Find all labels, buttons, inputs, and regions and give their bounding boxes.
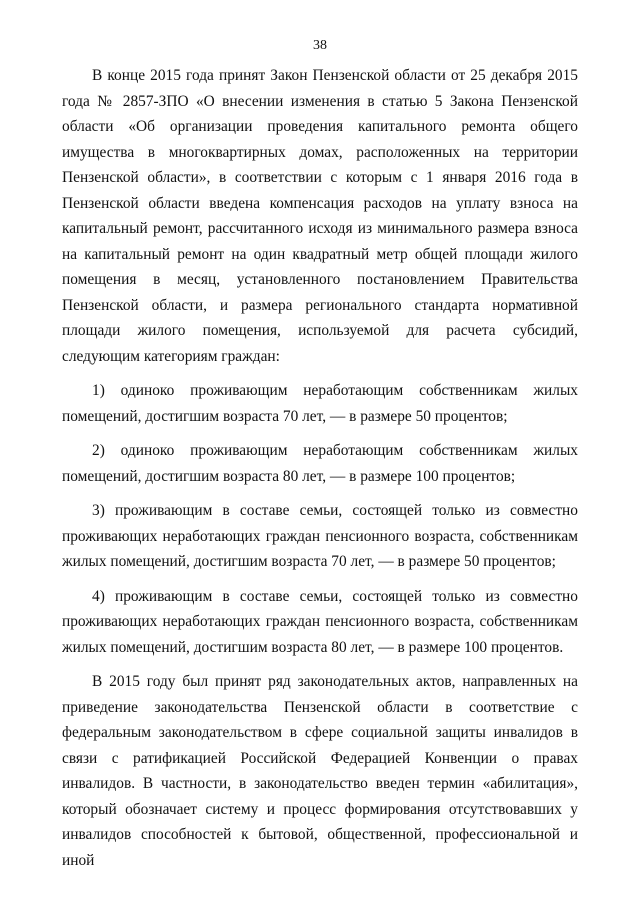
page-number: 38 [313, 38, 327, 53]
list-item-4: 4) проживающим в составе семьи, состоящей только из совместно проживающих неработающих граждан пенсионного возраста, собственникам жилых помещений, достигшим возраста 80 лет, — в размере 100 процентов. [62, 587, 578, 656]
list-item-3: 3) проживающим в составе семьи, состоящей только из совместно проживающих неработающих граждан пенсионного возраста, собственникам жилых помещений, достигшим возраста 70 лет, — в размере 50 процентов; [62, 502, 578, 570]
list-item-1: 1) одиноко проживающим неработающим собственникам жилых помещений, достигшим возраста 70 лет, — в размере 50 процентов; [62, 382, 578, 425]
list-item-2: 2) одиноко проживающим неработающим собственникам жилых помещений, достигшим возраста 80 лет, — в размере 100 процентов; [62, 442, 578, 485]
paragraph-disability-laws: В 2015 году был принят ряд законодательных актов, направленных на приведение законодательства Пензенской области в соответствие с федеральным законодательством в сфере социальной защиты инвалидов в связи с ратификацией Российской Федерацией Конвенции о правах инвалидов. В частности, в законодательство введен термин «абилитация», который обозначает систему и процесс формирования отсутствовавших у инвалидов способностей к бытовой, общественной, профессиональной и иной [62, 673, 578, 869]
paragraph-capital-repair-law: В конце 2015 года принят Закон Пензенской области от 25 декабря 2015 года № 2857-ЗПО «О внесении изменения в статью 5 Закона Пензенской области «Об организации проведения капитального ремонта общего имущества в многоквартирных домах, расположенных на территории Пензенской области», в соответствии с которым с 1 января 2016 года в Пензенской области введена компенсация расходов на уплату взноса на капитальный ремонт, рассчитанного исходя из минимального размера взноса на капитальный ремонт на один квадратный метр общей площади жилого помещения в месяц, установленного постановлением Правительства Пензенской области, и размера регионального стандарта нормативной площади жилого помещения, используемой для расчета субсидий, следующим категориям граждан: [62, 67, 578, 365]
document-body [62, 63, 578, 873]
